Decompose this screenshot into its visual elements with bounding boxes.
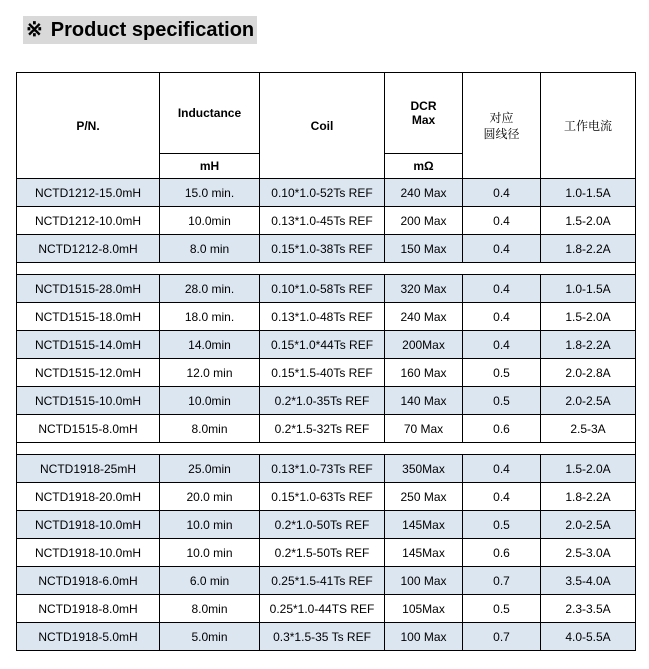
- cell-wire: 0.7: [463, 567, 541, 595]
- header-current: 工作电流: [541, 73, 636, 179]
- cell-pn: NCTD1918-10.0mH: [17, 511, 160, 539]
- cell-dcr: 145Max: [385, 539, 463, 567]
- table-row: [17, 275, 636, 303]
- header-wire: [463, 73, 541, 179]
- cell-coil: 0.10*1.0-58Ts REF: [260, 275, 385, 303]
- cell-wire: 0.5: [463, 511, 541, 539]
- cell-coil: 0.2*1.5-32Ts REF: [260, 415, 385, 443]
- cell-dcr: 100 Max: [385, 567, 463, 595]
- cell-current: 2.5-3.0A: [541, 539, 636, 567]
- cell-dcr: 240 Max: [385, 179, 463, 207]
- table-row: [17, 595, 636, 623]
- cell-wire: 0.4: [463, 483, 541, 511]
- cell-pn: NCTD1918-5.0mH: [17, 623, 160, 651]
- table-row: [17, 483, 636, 511]
- cell-dcr: 160 Max: [385, 359, 463, 387]
- table-row: [17, 179, 636, 207]
- cell-pn: NCTD1918-25mH: [17, 455, 160, 483]
- cell-coil: 0.15*1.5-40Ts REF: [260, 359, 385, 387]
- cell-pn: NCTD1918-10.0mH: [17, 539, 160, 567]
- cell-dcr: 145Max: [385, 511, 463, 539]
- cell-pn: NCTD1515-14.0mH: [17, 331, 160, 359]
- header-inductance: Inductance: [160, 73, 260, 154]
- cell-inductance: 8.0min: [160, 415, 260, 443]
- cell-current: 1.8-2.2A: [541, 235, 636, 263]
- cell-inductance: 8.0 min: [160, 235, 260, 263]
- cell-coil: 0.15*1.0-63Ts REF: [260, 483, 385, 511]
- cell-pn: NCTD1515-10.0mH: [17, 387, 160, 415]
- cell-wire: 0.4: [463, 207, 541, 235]
- cell-current: 1.8-2.2A: [541, 331, 636, 359]
- cell-pn: NCTD1212-10.0mH: [17, 207, 160, 235]
- header-pn: P/N.: [17, 73, 160, 179]
- cell-current: 2.5-3A: [541, 415, 636, 443]
- cell-dcr: 150 Max: [385, 235, 463, 263]
- cell-coil: 0.2*1.0-50Ts REF: [260, 511, 385, 539]
- cell-current: 1.0-1.5A: [541, 275, 636, 303]
- table-row: [17, 303, 636, 331]
- spec-table: [16, 72, 636, 651]
- cell-pn: NCTD1212-8.0mH: [17, 235, 160, 263]
- cell-inductance: 18.0 min.: [160, 303, 260, 331]
- cell-dcr: 70 Max: [385, 415, 463, 443]
- cell-dcr: 200Max: [385, 331, 463, 359]
- cell-wire: 0.6: [463, 415, 541, 443]
- cell-inductance: 10.0 min: [160, 539, 260, 567]
- header-dcr: [385, 73, 463, 154]
- cell-pn: NCTD1918-8.0mH: [17, 595, 160, 623]
- cell-wire: 0.7: [463, 623, 541, 651]
- cell-coil: 0.13*1.0-73Ts REF: [260, 455, 385, 483]
- cell-dcr: 240 Max: [385, 303, 463, 331]
- table-row: [17, 235, 636, 263]
- cell-coil: 0.10*1.0-52Ts REF: [260, 179, 385, 207]
- cell-wire: 0.5: [463, 387, 541, 415]
- cell-inductance: 20.0 min: [160, 483, 260, 511]
- header-row: [17, 73, 636, 154]
- cell-wire: 0.6: [463, 539, 541, 567]
- cell-inductance: 6.0 min: [160, 567, 260, 595]
- table-row: [17, 539, 636, 567]
- cell-wire: 0.4: [463, 455, 541, 483]
- cell-dcr: 100 Max: [385, 623, 463, 651]
- cell-coil: 0.15*1.0-38Ts REF: [260, 235, 385, 263]
- cell-wire: 0.4: [463, 275, 541, 303]
- table-row: [17, 387, 636, 415]
- table-row: [17, 567, 636, 595]
- table-row: [17, 623, 636, 651]
- cell-coil: 0.25*1.0-44TS REF: [260, 595, 385, 623]
- title-text: Product specification: [50, 19, 255, 41]
- separator-cell: [17, 263, 636, 275]
- page-title: [23, 16, 257, 44]
- cell-current: 4.0-5.5A: [541, 623, 636, 651]
- cell-current: 2.0-2.8A: [541, 359, 636, 387]
- header-dcr-unit: mΩ: [385, 154, 463, 179]
- cell-current: 2.0-2.5A: [541, 511, 636, 539]
- table-row: [17, 415, 636, 443]
- separator-cell: [17, 443, 636, 455]
- cell-wire: 0.5: [463, 595, 541, 623]
- header-dcr-line2: Max: [411, 113, 436, 127]
- group-separator: [17, 263, 636, 275]
- cell-coil: 0.15*1.0*44Ts REF: [260, 331, 385, 359]
- header-dcr-line1: DCR: [410, 99, 437, 113]
- cell-inductance: 12.0 min: [160, 359, 260, 387]
- cell-wire: 0.4: [463, 303, 541, 331]
- group-separator: [17, 443, 636, 455]
- cell-pn: NCTD1515-12.0mH: [17, 359, 160, 387]
- cell-current: 2.0-2.5A: [541, 387, 636, 415]
- cell-current: 1.5-2.0A: [541, 303, 636, 331]
- cell-current: 3.5-4.0A: [541, 567, 636, 595]
- cell-wire: 0.5: [463, 359, 541, 387]
- table-row: [17, 207, 636, 235]
- reference-mark-icon: ※: [26, 19, 43, 41]
- cell-pn: NCTD1515-8.0mH: [17, 415, 160, 443]
- cell-pn: NCTD1918-6.0mH: [17, 567, 160, 595]
- cell-dcr: 320 Max: [385, 275, 463, 303]
- cell-pn: NCTD1212-15.0mH: [17, 179, 160, 207]
- table-row: [17, 359, 636, 387]
- cell-pn: NCTD1515-18.0mH: [17, 303, 160, 331]
- cell-wire: 0.4: [463, 235, 541, 263]
- table-row: [17, 331, 636, 359]
- header-inductance-unit: mH: [160, 154, 260, 179]
- cell-coil: 0.3*1.5-35 Ts REF: [260, 623, 385, 651]
- cell-coil: 0.13*1.0-45Ts REF: [260, 207, 385, 235]
- cell-wire: 0.4: [463, 179, 541, 207]
- header-coil: Coil: [260, 73, 385, 179]
- cell-inductance: 28.0 min.: [160, 275, 260, 303]
- cell-current: 1.5-2.0A: [541, 207, 636, 235]
- header-wire-line1: 对应: [489, 110, 514, 125]
- cell-inductance: 25.0min: [160, 455, 260, 483]
- cell-inductance: 10.0min: [160, 207, 260, 235]
- cell-pn: NCTD1918-20.0mH: [17, 483, 160, 511]
- cell-current: 1.0-1.5A: [541, 179, 636, 207]
- cell-inductance: 15.0 min.: [160, 179, 260, 207]
- cell-coil: 0.13*1.0-48Ts REF: [260, 303, 385, 331]
- table-row: [17, 455, 636, 483]
- table-row: [17, 511, 636, 539]
- cell-coil: 0.2*1.0-35Ts REF: [260, 387, 385, 415]
- cell-dcr: 140 Max: [385, 387, 463, 415]
- cell-current: 1.5-2.0A: [541, 455, 636, 483]
- cell-inductance: 5.0min: [160, 623, 260, 651]
- header-wire-line2: 圆线径: [483, 126, 520, 141]
- cell-inductance: 10.0min: [160, 387, 260, 415]
- cell-pn: NCTD1515-28.0mH: [17, 275, 160, 303]
- cell-inductance: 10.0 min: [160, 511, 260, 539]
- cell-dcr: 250 Max: [385, 483, 463, 511]
- cell-current: 2.3-3.5A: [541, 595, 636, 623]
- cell-current: 1.8-2.2A: [541, 483, 636, 511]
- cell-dcr: 350Max: [385, 455, 463, 483]
- cell-dcr: 105Max: [385, 595, 463, 623]
- cell-wire: 0.4: [463, 331, 541, 359]
- cell-inductance: 8.0min: [160, 595, 260, 623]
- cell-coil: 0.2*1.5-50Ts REF: [260, 539, 385, 567]
- cell-coil: 0.25*1.5-41Ts REF: [260, 567, 385, 595]
- cell-inductance: 14.0min: [160, 331, 260, 359]
- cell-dcr: 200 Max: [385, 207, 463, 235]
